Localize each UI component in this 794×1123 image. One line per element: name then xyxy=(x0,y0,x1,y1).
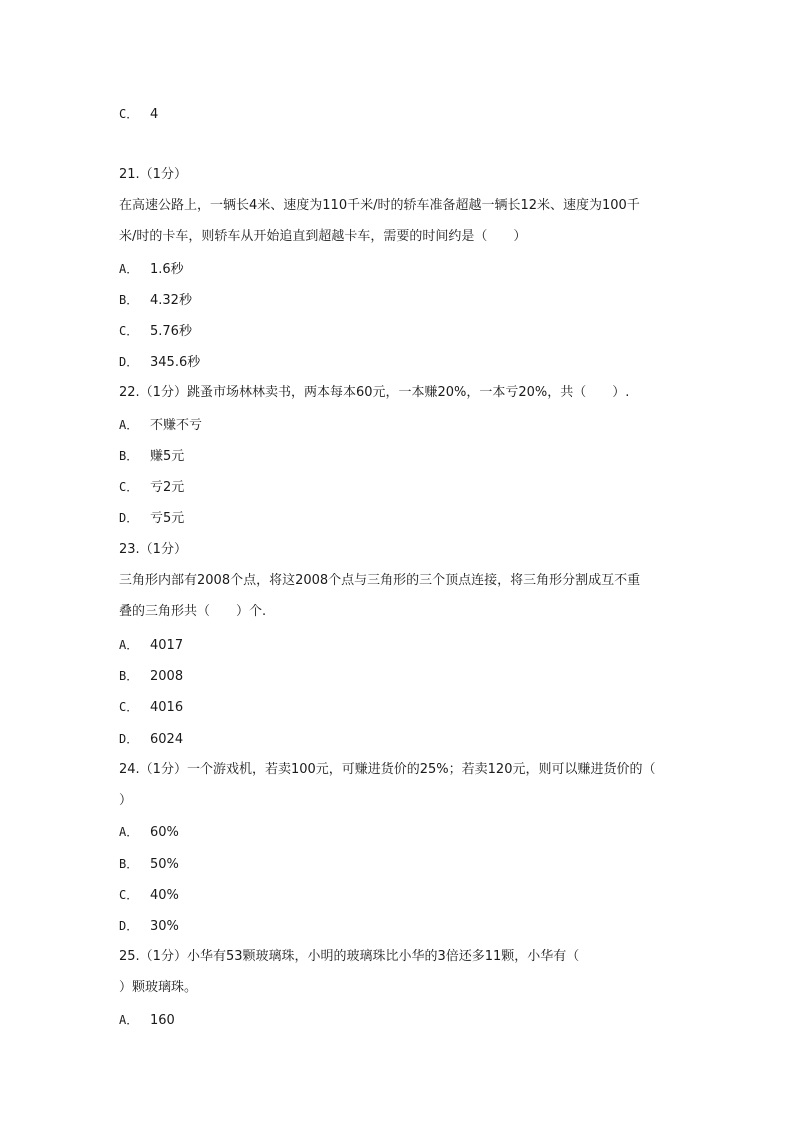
q24-stem-line2: ） xyxy=(119,793,133,808)
option-letter: C． xyxy=(119,480,139,494)
q21-stem-line2: 米/时的卡车，则轿车从开始追直到超越卡车，需要的时间约是（ ） xyxy=(119,229,527,244)
option-text: 不赚不亏 xyxy=(150,418,203,433)
option-letter: D． xyxy=(119,511,139,525)
option-text: 60% xyxy=(150,825,179,840)
option-text: 赚5元 xyxy=(150,449,185,464)
option-letter: B． xyxy=(119,293,139,307)
option-letter: C． xyxy=(119,888,139,902)
q21-option-d xyxy=(119,353,200,372)
option-letter: A． xyxy=(119,418,139,432)
option-letter: D． xyxy=(119,355,139,369)
option-letter: C． xyxy=(119,107,139,121)
q21-stem-line1: 在高速公路上，一辆长4米、速度为110千米/时的轿车准备超越一辆长12米、速度为100千 xyxy=(119,198,640,213)
option-text: 4 xyxy=(150,107,159,122)
option-letter: D． xyxy=(119,732,139,746)
option-text: 50% xyxy=(150,857,179,872)
option-letter: B． xyxy=(119,449,139,463)
option-text: 4.32秒 xyxy=(150,293,192,308)
q23-option-a xyxy=(119,636,183,655)
option-text: 40% xyxy=(150,888,179,903)
option-text: 5.76秒 xyxy=(150,324,192,339)
q24-option-d xyxy=(119,917,179,936)
q23-option-b xyxy=(119,667,183,686)
q25-stem-line1: 25.（1分）小华有53颗玻璃珠，小明的玻璃珠比小华的3倍还多11颗，小华有（ xyxy=(119,949,580,964)
option-text: 亏2元 xyxy=(150,480,185,495)
option-text: 345.6秒 xyxy=(150,355,201,370)
q23-option-c xyxy=(119,698,183,717)
option-letter: A． xyxy=(119,1013,139,1027)
q22-option-a xyxy=(119,416,202,435)
q20-option-c xyxy=(119,105,158,124)
option-text: 2008 xyxy=(150,669,184,684)
q23-option-d xyxy=(119,730,183,749)
q23-stem-line1: 三角形内部有2008个点，将这2008个点与三角形的三个顶点连接，将三角形分割成互不重 xyxy=(119,573,641,588)
q21-option-b xyxy=(119,291,192,310)
q21-option-a xyxy=(119,260,184,279)
q24-stem-line1: 24.（1分）一个游戏机，若卖100元，可赚进货价的25%；若卖120元，则可以赚进货价的（ xyxy=(119,762,656,777)
q22-stem: 22.（1分）跳蚤市场林林卖书，两本每本60元，一本赚20%，一本亏20%，共（ ）. xyxy=(119,385,630,400)
q25-stem-line2: ）颗玻璃珠。 xyxy=(119,980,198,995)
q24-option-a xyxy=(119,823,179,842)
q22-option-d xyxy=(119,509,184,528)
q24-option-b xyxy=(119,855,179,874)
option-text: 4016 xyxy=(150,700,184,715)
option-letter: C． xyxy=(119,700,139,714)
option-letter: B． xyxy=(119,669,139,683)
option-text: 4017 xyxy=(150,638,184,653)
option-letter: A． xyxy=(119,262,139,276)
option-text: 30% xyxy=(150,919,179,934)
q25-option-a xyxy=(119,1011,175,1030)
option-letter: A． xyxy=(119,825,139,839)
q21-header: 21.（1分） xyxy=(119,167,187,182)
option-letter: A． xyxy=(119,638,139,652)
option-text: 6024 xyxy=(150,732,184,747)
q21-option-c xyxy=(119,322,192,341)
q23-header: 23.（1分） xyxy=(119,542,187,557)
option-text: 160 xyxy=(150,1013,175,1028)
q23-stem-line2: 叠的三角形共（ ）个. xyxy=(119,604,267,619)
q22-option-b xyxy=(119,447,184,466)
option-letter: C． xyxy=(119,324,139,338)
q22-option-c xyxy=(119,478,184,497)
q24-option-c xyxy=(119,886,179,905)
option-letter: D． xyxy=(119,919,139,933)
option-letter: B． xyxy=(119,857,139,871)
option-text: 1.6秒 xyxy=(150,262,184,277)
option-text: 亏5元 xyxy=(150,511,185,526)
